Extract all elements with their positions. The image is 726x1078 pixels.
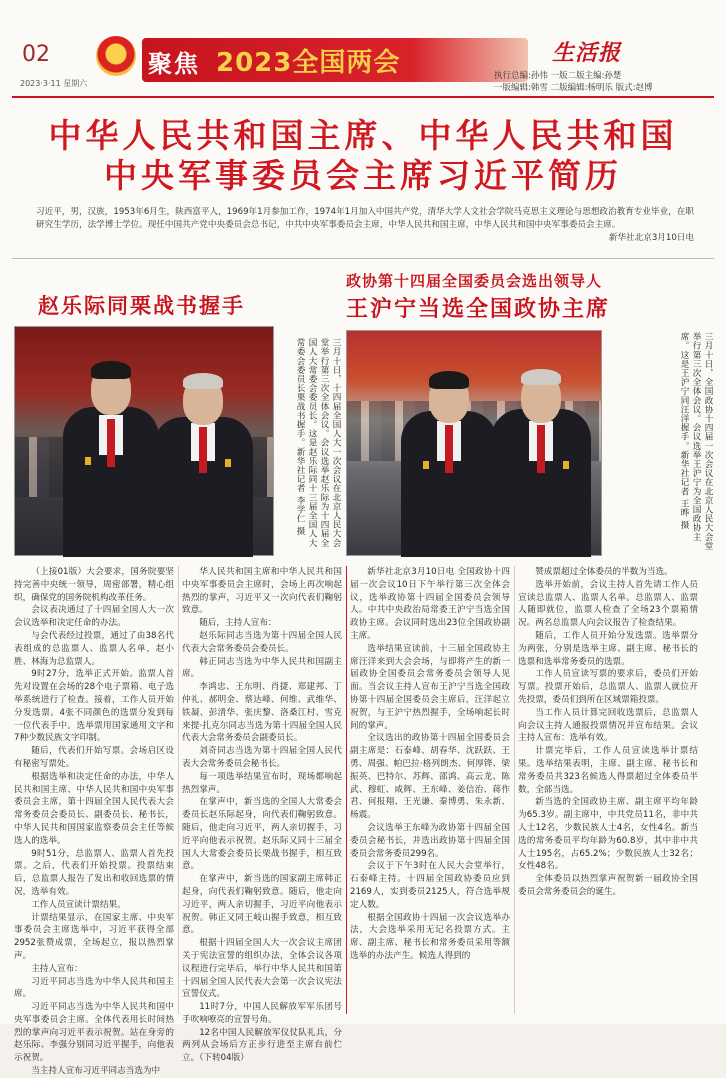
section-title: 2023全国两会 <box>216 48 401 78</box>
article-paragraph: 当主持人宣布习近平同志当选为中 <box>31 1066 161 1077</box>
article-paragraph: 随后，主持人宣布： <box>199 618 277 629</box>
article-column-1 <box>14 566 174 1077</box>
article-paragraph: 会议于下午3时在人民大会堂举行，石泰峰主持。十四届全国政协委员应到2169人，实到委员2125人，符合选举规定人数。 <box>350 861 510 910</box>
article-body <box>14 566 714 1077</box>
article-paragraph: 每一项选举结果宣布时，现场都响起热烈掌声。 <box>182 771 342 795</box>
section-divider <box>12 258 714 259</box>
masthead-rule <box>12 96 714 98</box>
article-paragraph: 11时7分，中国人民解放军军乐团号手吹响嘹亮的宣誓号角。 <box>182 1002 342 1025</box>
right-photo-caption: 三月十日，全国政协十四届一次会议在北京人民大会堂举行第三次全体会议。会议选举王沪宁为全国政协主席。这是王沪宁同汪洋握手。新华社记者 王晔 摄 <box>679 332 713 551</box>
staff-line: 执行总编:孙伟 一版二版主编:孙楚 <box>494 71 622 81</box>
article-paragraph: 在掌声中，新当选的全国人大常委会委员长赵乐际起身，向代表们鞠躬致意。随后，他走向习近平，两人亲切握手，习近平向他表示祝贺。赵乐际又同十三届全国人大常委会委员长栗战书握手，相互致意。 <box>182 797 342 872</box>
article-paragraph: 华人民共和国主席和中华人民共和国中央军事委员会主席时，会场上再次响起热烈的掌声，习近平又一次向代表们鞠躬致意。 <box>182 567 342 616</box>
article-paragraph: 随后，代表们开始写票。会场启区设有秘密写票处。 <box>14 746 174 769</box>
article-paragraph: 习近平同志当选为中华人民共和国中央军事委员会主席。全体代表用长时间热烈的掌声向习近平表示祝贺。站在身旁的赵乐际、李强分别同习近平握手，向他表示祝贺。 <box>14 1002 174 1064</box>
photo-person-left <box>63 361 159 557</box>
right-story-kicker: 政协第十四届全国委员会选出领导人 <box>346 272 603 290</box>
page-number: 02 <box>22 42 50 67</box>
article-paragraph: 主持人宣布： <box>31 963 83 974</box>
article-paragraph: 会议选举王东峰为政协第十四届全国委员会秘书长，并选出政协第十四届全国委员会常务委员299名。 <box>350 822 510 859</box>
article-column-2 <box>182 566 342 1064</box>
biography-dateline: 新华社北京3月10日电 <box>608 233 694 243</box>
article-paragraph: 新当选的全国政协主席、副主席平均年龄为65.3岁。副主席中，中共党员11名，非中共人士12名，少数民族人士4名，女性4名。新当选的常务委员平均年龄为60.8岁，其中非中共人士195名，占65.2%；少数民族人士32名；女性48名。 <box>518 797 698 872</box>
article-paragraph: 韩正同志当选为中华人民共和国副主席。 <box>182 656 342 680</box>
article-paragraph: 12名中国人民解放军仪仗队礼兵，分两列从会场后方正步行进至主席台前伫立。（下转04版） <box>182 1027 342 1064</box>
right-story-headline: 王沪宁当选全国政协主席 <box>346 296 611 322</box>
article-paragraph: 与会代表经过投票，通过了由38名代表组成的总监票人、监票人名单，赵小胜、林海为总监票人。 <box>14 630 174 667</box>
left-photo-caption: 三月十日，十四届全国人大一次会议在北京人民大会堂举行第三次全体会议。会议选举赵乐际为十四届全国人大常委会委员长。这是赵乐际同十三届全国人大常委会委员长栗战书握手。新华社记者 李学仁 摄 <box>295 338 341 548</box>
article-paragraph: 全议选出的政协第十四届全国委员会副主席是：石泰峰、胡春华、沈跃跃、王勇、周强、帕巴拉·格列朗杰、何厚铧、梁振英、巴特尔、苏辉、邵鸿、高云龙、陈武、穆虹、咸辉、王东峰、姜信治、蒋作君、何报翔、王光谦、秦博勇、朱永新、杨震。 <box>350 733 510 821</box>
article-paragraph: 工作人员宣读写票的要求后，委员们开始写票。投票开始后，总监票人、监票人就位开先投票，委员们到所在区域票箱投票。 <box>518 669 698 705</box>
article-paragraph: 在掌声中，新当选的国家副主席韩正起身，向代表们鞠躬致意。随后，他走向习近平，两人亲切握手，习近平向他表示祝贺。韩正又同王岐山握手致意，相互致意。 <box>182 874 342 936</box>
article-paragraph: 会议表决通过了十四届全国人大一次会议选举和决定任命的办法。 <box>14 605 174 629</box>
article-paragraph: 9时27分，选举正式开始。监票人首先对设置在会场的28个电子票箱、电子选举系统进行了检查。接着，工作人员开始分发选票。4张不同颜色的选票分发到每一位代表手中。选举票用国家通用文字和7种少数民族文字印制。 <box>14 669 174 744</box>
issue-date: 2023·3·11 星期六 <box>20 79 88 88</box>
left-story-photo <box>14 326 274 556</box>
newspaper-logo: 生活报 <box>552 40 622 66</box>
column-rule <box>346 566 347 1014</box>
article-paragraph: 新华社北京3月10日电 全国政协十四届一次会议10日下午举行第三次全体会议，选举政协第十四届全国委员会领导人。中共中央政治局常委王沪宁当选全国政协主席。会议同时选出23位全国政协副主席。 <box>350 567 510 641</box>
article-paragraph: 随后，工作人员开始分发选票。选举票分为两张，分别是选举主席、副主席、秘书长的选票和选举常务委员的选票。 <box>518 630 698 667</box>
article-paragraph: 习近平同志当选为中华人民共和国主席。 <box>14 976 174 1000</box>
masthead <box>0 0 726 96</box>
article-column-4 <box>518 566 698 1014</box>
article-paragraph: 计票结果显示，在国家主席、中央军事委员会主席选举中，习近平获得全部2952张赞成票，全场起立，报以热烈掌声。 <box>14 912 174 961</box>
main-headline-line2: 中央军事委员会主席习近平简历 <box>104 156 622 195</box>
staff-line: 一版编辑:韩雪 二版编辑:杨明乐 版式:赵博 <box>494 83 653 93</box>
right-story-photo <box>346 330 602 556</box>
biography-text: 习近平，男，汉族，1953年6月生，陕西富平人，1969年1月参加工作，1974年1月加入中国共产党，清华大学人文社会学院马克思主义理论与思想政治教育专业毕业，在职研究生学历，法学博士学位。现任中国共产党中央委员会总书记，中共中央军事委员会主席，中华人民共和国主席，中华人民共和国中央军事委员会主席。 <box>36 207 694 230</box>
article-paragraph: 选举开始前，会议主持人首先请工作人员宣读总监票人、监票人名单。总监票人、监票人随即就位，监票人检查了全场23个票箱情况。两名总监票人向会议报告了检查结果。 <box>518 579 698 629</box>
article-paragraph: 根据全国政协十四届一次会议选举办法，大会选举采用无记名投票方式。主席、副主席、秘书长和常务委员采用等额选举的办法产生。候选人得到的 <box>350 912 510 961</box>
article-paragraph: 赞成票超过全体委员的半数为当选。 <box>535 567 673 577</box>
article-paragraph: 计票完毕后，工作人员宣读选举计票结果。选举结果表明，主席、副主席、秘书长和常务委员共323名候选人得票超过全体委员半数，全部当选。 <box>518 746 698 795</box>
article-paragraph: 选举结果宣读前，十三届全国政协主席汪洋来到大会会场，与即将产生的新一届政协全国委员会常务委员会领导人见面。当会议主持人宣布王沪宁当选全国政协第十四届全国委员会主席后，汪洋起立祝贺，与王沪宁热烈握手，全场响起长时间的掌声。 <box>350 643 510 731</box>
article-column-3 <box>350 566 510 1014</box>
column-rule <box>514 566 515 1014</box>
article-paragraph: 李鸿忠、王东明、肖捷、郑建邦、丁仲礼、郝明金、蔡达峰、何维、武维华、铁凝、彭清华、张庆黎、洛桑江村、雪克来提·扎克尔同志当选为第十四届全国人民代表大会常务委员会副委员长。 <box>182 682 342 744</box>
photo-person-left <box>401 371 497 557</box>
conference-emblem-icon: ★ <box>96 36 136 76</box>
article-paragraph: （上接01版）大会要求，国务院要坚持完善中央统一领导，周密部署，精心组织，确保党的国务院机构改革任务。 <box>14 567 174 603</box>
article-paragraph: 工作人员宣读计票结果。 <box>31 899 126 910</box>
main-headline-line1: 中华人民共和国主席、中华人民共和国 <box>48 116 678 155</box>
biography-paragraph <box>36 206 694 245</box>
left-story-headline: 赵乐际同栗战书握手 <box>38 293 245 318</box>
staff-credits <box>494 70 653 94</box>
column-rule <box>178 566 179 1014</box>
article-paragraph: 赵乐际同志当选为第十四届全国人民代表大会常务委员会委员长。 <box>182 630 342 654</box>
photo-person-right <box>491 369 591 557</box>
article-paragraph: 刘奇同志当选为第十四届全国人民代表大会常务委员会秘书长。 <box>182 746 342 769</box>
section-label: 聚焦 <box>148 50 200 78</box>
article-paragraph: 根据选举和决定任命的办法，中华人民共和国主席、中华人民共和国中央军事委员会主席，第十四届全国人民代表大会常务委员会委员长、副委员长、秘书长，中华人民共和国国家监察委员会主任等候选人的选举。 <box>14 771 174 846</box>
section-banner <box>142 38 528 82</box>
photo-person-right <box>153 373 253 557</box>
article-paragraph: 9时51分，总监票人、监票人首先投票。之后，代表们开始投票。投票结束后，总监票人报告了发出和收回选票的情况，选举有效。 <box>14 848 174 897</box>
article-paragraph: 当工作人员计算完回收选票后，总监票人向会议主持人通报投票情况并宣布结果。会议主持人宣布：选举有效。 <box>518 707 698 744</box>
article-paragraph: 全体委员以热烈掌声祝贺新一届政协全国委员会常务委员会的诞生。 <box>518 874 698 897</box>
article-paragraph: 根据十四届全国人大一次会议主席团关于宪法宣誓的组织办法，全体会议各项议程进行完毕后，举行中华人民共和国第十四届全国人民代表大会第一次会议宪法宣誓仪式。 <box>182 938 342 1000</box>
